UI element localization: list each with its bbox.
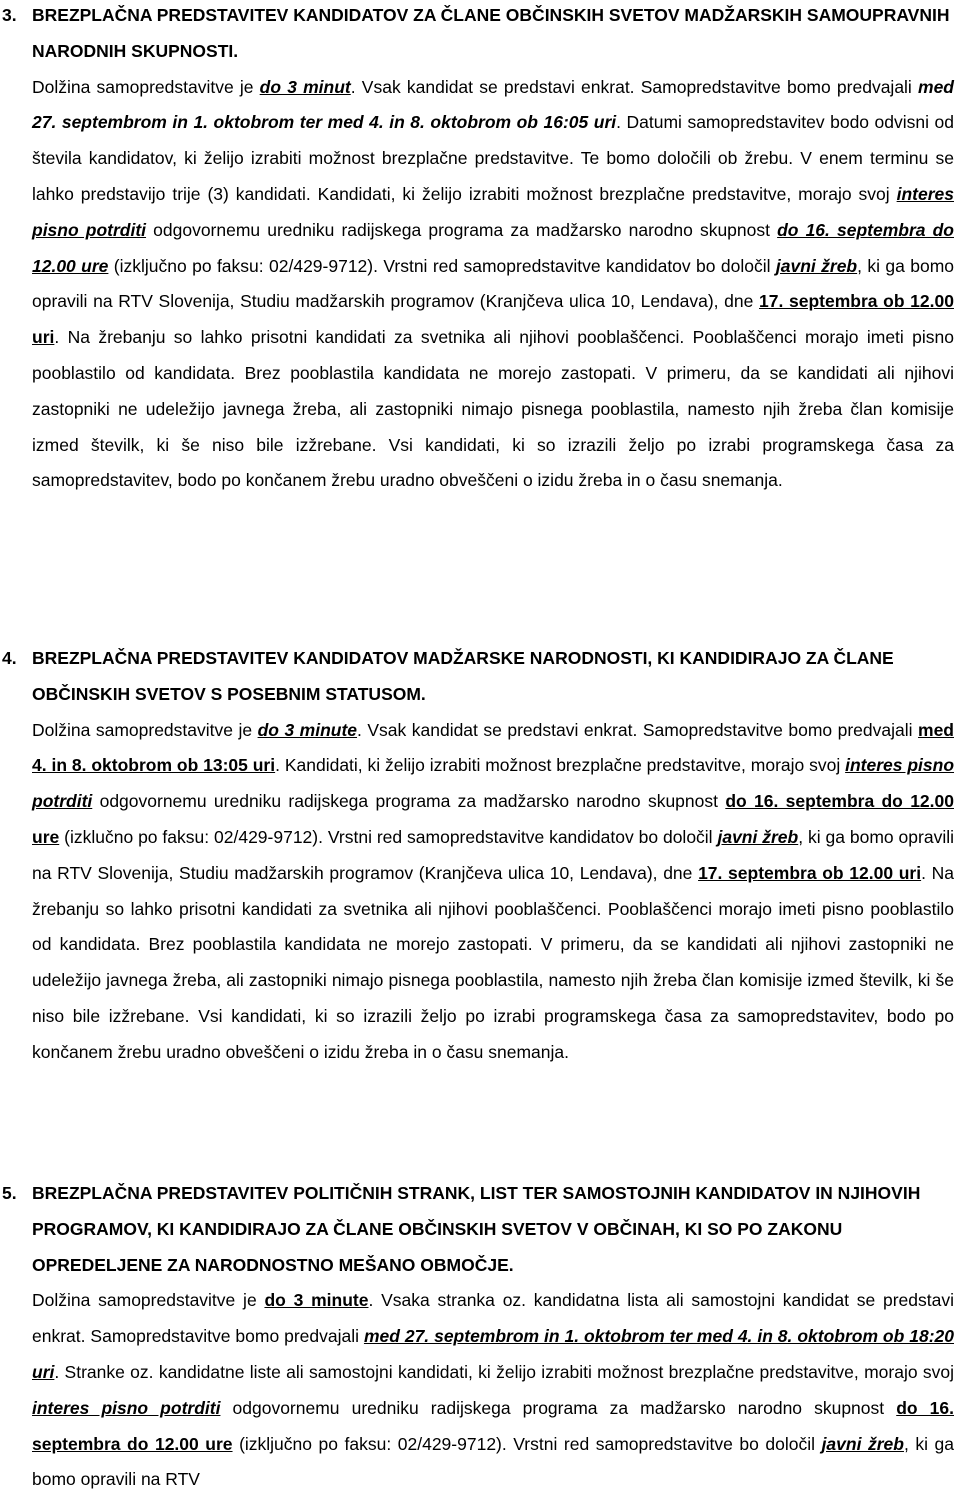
deadline: do 16. septembra do 12.00 ure [32,1397,954,1454]
section-4 [0,641,960,1071]
broadcast-dates: med 27. septembrom in 1. oktobrom ter med 4. in 8. oktobrom ob 18:20 uri [32,1326,954,1382]
section-number: 4. [2,648,17,668]
section-paragraph: Dolžina samopredstavitve je do 3 minut. Vsak kandidat se predstavi enkrat. Samopredstavitve bomo predvajali med 27. septembrom in 1. oktobrom ter med 4. in 8. oktobrom ob 16:05 uri. Datumi samopredstavitev bodo odvisni od števila kandidatov, ki želijo izrabiti možnost brezplačne predstavitve. Te bomo določili ob žrebu. V enem terminu se lahko predstavijo trije (3) kandidati. Kandidati, ki želijo izrabiti možnost brezplačne predstavitve, morajo svoj interes pisno potrditi odgovornemu uredniku radijskega programa za madžarsko narodno skupnost do 16. septembra do 12.00 ure (izključno po faksu: 02/429-9712). Vrstni red samopredstavitve kandidatov bo določil javni žreb, ki ga bomo opravili na RTV Slovenija, Studiu madžarskih programov (Kranjčeva ulica 10, Lendava), dne 17. septembra ob 12.00 uri. Na žrebanju so lahko prisotni kandidati za svetnika ali njihovi pooblaščenci. Pooblaščenci morajo imeti pisno pooblastilo od kandidata. Brez pooblastila kandidata ne morejo zastopati. V primeru, da se kandidati ali njihovi zastopniki ne udeležijo javnega žreba, ali zastopniki nimajo pisnega pooblastila, namesto njih žreba član komisije izmed številk, ki še niso bile izžrebane. Vsi kandidati, ki so izrazili željo po izrabi programskega časa za samopredstavitev, bodo po končanem žrebu uradno obveščeni o izidu žreba in o času snemanja. [32,76,954,491]
duration: do 3 minute [264,1290,369,1311]
section-5 [0,1176,960,1498]
broadcast-dates: med 4. in 8. oktobrom ob 13:05 uri [32,719,954,776]
broadcast-dates: med 27. septembrom in 1. oktobrom ter med 4. in 8. oktobrom ob 16:05 uri [32,76,954,133]
section-paragraph: Dolžina samopredstavitve je do 3 minute. Vsaka stranka oz. kandidatna lista ali samostojni kandidat se predstavi enkrat. Samopredstavitve bomo predvajali med 27. septembrom in 1. oktobrom ter med 4. in 8. oktobrom ob 18:20 uri. Stranke oz. kandidatne liste ali samostojni kandidati, ki želijo izrabiti možnost brezplačne predstavitve, morajo svoj interes pisno potrditi odgovornemu uredniku radijskega programa za madžarsko narodno skupnost do 16. septembra do 12.00 ure (izključno po faksu: 02/429-9712). Vrstni red samopredstavitve bo določil javni žreb, ki ga bomo opravili na RTV [32,1290,955,1490]
duration: do 3 minut [259,76,351,97]
section-heading: BREZPLAČNA PREDSTAVITEV KANDIDATOV ZA ČLANE OBČINSKIH SVETOV MADŽARSKIH SAMOUPRAVNIH NARODNIH SKUPNOSTI. [32,5,950,61]
section-heading: BREZPLAČNA PREDSTAVITEV POLITIČNIH STRANK, LIST TER SAMOSTOJNIH KANDIDATOV IN NJIHOVIH PROGRAMOV, KI KANDIDIRAJO ZA ČLANE OBČINSKIH SVETOV V OBČINAH, KI SO PO ZAKONU OPREDELJENE ZA NARODNOSTNO MEŠANO OBMOČJE. [32,1183,921,1275]
section-heading: BREZPLAČNA PREDSTAVITEV KANDIDATOV MADŽARSKE NARODNOSTI, KI KANDIDIRAJO ZA ČLANE OBČINSKIH SVETOV S POSEBNIM STATUSOM. [32,648,894,704]
draw-date: 17. septembra ob 12.00 uri [32,291,954,348]
public-draw: javni žreb [717,826,799,847]
section-paragraph: Dolžina samopredstavitve je do 3 minute. Vsak kandidat se predstavi enkrat. Samopredstavitve bomo predvajali med 4. in 8. oktobrom ob 13:05 uri. Kandidati, ki želijo izrabiti možnost brezplačne predstavitve, morajo svoj interes pisno potrditi odgovornemu uredniku radijskega programa za madžarsko narodno skupnost do 16. septembra do 12.00 ure (izklučno po faksu: 02/429-9712). Vrstni red samopredstavitve kandidatov bo določil javni žreb, ki ga bomo opravili na RTV Slovenija, Studiu madžarskih programov (Kranjčeva ulica 10, Lendava), dne 17. septembra ob 12.00 uri. Na žrebanju so lahko prisotni kandidati za svetnika ali njihovi pooblaščenci. Pooblaščenci morajo imeti pisno pooblastilo od kandidata. Brez pooblastila kandidata ne morejo zastopati. V primeru, da se kandidati ali njihovi zastopniki ne udeležijo javnega žreba, ali zastopniki nimajo pisnega pooblastila, namesto njih žreba član komisije izmed številk, ki še niso bile izžrebane. Vsi kandidati, ki so izrazili željo po izrabi programskega časa za samopredstavitev, bodo po končanem žrebu uradno obveščeni o izidu žreba in o času snemanja. [32,719,955,1062]
written-confirmation: interes pisno potrditi [32,183,954,240]
section-3 [0,0,960,499]
duration: do 3 minute [257,719,358,740]
section-number: 3. [2,5,17,25]
section-number: 5. [2,1183,17,1203]
draw-date: 17. septembra ob 12.00 uri [698,862,922,883]
written-confirmation: interes pisno potrditi [32,755,955,812]
deadline: do 16. septembra do 12.00 ure [32,791,954,847]
public-draw: javni žreb [775,255,858,276]
written-confirmation: interes pisno potrditi [32,1397,221,1418]
public-draw: javni žreb [821,1433,904,1454]
deadline: do 16. septembra do 12.00 ure [32,219,954,276]
